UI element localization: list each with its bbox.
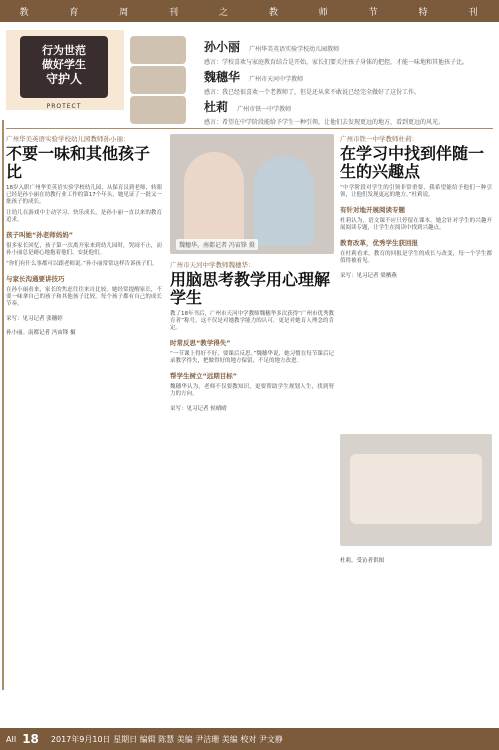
banner-char: 特 [418, 7, 430, 18]
section-title: 与家长沟通要讲技巧 [6, 275, 65, 283]
pill-tag: PROTECT [46, 103, 82, 110]
banner-char: 教 [268, 7, 280, 18]
article-column-3 [340, 134, 492, 682]
footer-meta: 2017年9月10日 星期日 编辑 陈慧 美编 尹洁珊 美编 校对 尹文静 [50, 734, 283, 744]
byline: 采写：见习记者 张穗婷 [6, 316, 63, 322]
avatar [130, 96, 186, 124]
page-number: 18 [22, 732, 39, 746]
section-title: 教育改革，优秀学生获回报 [340, 239, 418, 247]
article-paragraph: “一节课上得好不好，要课后反思。”魏穗华说，她习惯在每节课后记录教学得失，把做得好的地方保留，不足的地方改进。 [170, 351, 334, 364]
featured-person [204, 96, 494, 126]
photo-caption: 魏穗华。南都记者 冯宙锋 摄 [176, 239, 258, 250]
featured-person [204, 66, 494, 96]
pill-line-1: 行为世范 [42, 44, 86, 57]
class-photo [340, 434, 492, 546]
person-quote: 感言：学校喜欢与家庭教育结合是开始，家长们要关注孩子身体的把控，才能一味地和其他孩子比。 [204, 59, 469, 66]
header-banner [0, 0, 499, 22]
photo-caption: 杜莉。受访者供图 [340, 558, 385, 564]
featured-person [204, 36, 494, 66]
edition-label: AII [6, 734, 17, 744]
pill-line-3: 守护人 [45, 72, 82, 86]
article-subline: 广州市铁一中学教师杜莉： [340, 135, 418, 143]
article-paragraph: “中学阶段对学生的引领非常重要，我希望能给予他们一种引领，让他们发现更远的地方。”杜莉说。 [340, 185, 492, 198]
photo-caption: 孙小丽。南都记者 冯宙锋 摄 [6, 330, 76, 336]
person-name: 孙小丽 [204, 40, 241, 54]
person-role: 广州市铁一中学教师 [237, 106, 292, 113]
article-paragraph: 魏穗华认为，老师不仅要教知识，更要帮助学生规划人生，找到努力的方向。 [170, 384, 334, 397]
person-role: 广州市天河中学教师 [249, 76, 304, 83]
section-title: 孩子叫她“孙老师妈妈” [6, 231, 74, 239]
byline: 采写：见习记者 梁栖燕 [340, 273, 397, 279]
photo-figure [184, 152, 244, 244]
section-title: 帮学生树立“远期目标” [170, 372, 238, 380]
article-headline: 在学习中找到伴随一生的兴趣点 [340, 144, 485, 181]
article-paragraph: 让幼儿在游戏中主动学习、快乐成长，是孙小丽一直以来的教育追求。 [6, 210, 162, 223]
article-paragraph: 18岁入职广州华美英语实验学校幼儿园，从保育员到老师，转眼已经是孙小丽在幼教行业工作的第17个年头，她见证了一批又一批孩子的成长。 [6, 185, 162, 205]
section-divider [6, 128, 493, 129]
article-subline: 广州市天河中学教师魏穗华： [170, 261, 255, 269]
pill-line-2: 做好学生 [42, 58, 86, 71]
person-quote: 感言：我已经很喜欢一个老教师了，但是还从来不敢说已经完全做好了这份工作。 [204, 89, 421, 96]
person-name: 杜莉 [204, 100, 229, 114]
article-paragraph: “你们有什么事都可以跟老师说。”孙小丽常常这样告诉孩子们。 [6, 261, 158, 267]
banner-char: 刊 [169, 7, 181, 18]
person-quote: 感言：希望在中学阶段能给予学生一种引领，让他们去发现更远的地方，看到更远的风光。 [204, 119, 445, 126]
page-footer [0, 728, 499, 750]
section-title: 有针对地开展阅读专题 [340, 206, 405, 214]
article-paragraph: 教了18年书后，广州市天河中学教师魏穗华多次获得“广州市优秀教育者”称号，这不仅是对她教学能力的认可，更是对她育人理念的肯定。 [170, 311, 334, 331]
avatar [130, 66, 186, 94]
banner-char: 刊 [468, 7, 480, 18]
banner-char: 节 [368, 7, 380, 18]
feature-banner-area [6, 30, 124, 110]
article-subline: 广州华美英语实验学校幼儿园教师孙小丽： [6, 135, 130, 143]
photo-figure [350, 454, 482, 524]
byline: 采写：见习记者 侯晴晴 [170, 406, 227, 412]
section-title: 时常反思“教学得失” [170, 339, 231, 347]
article-headline: 不要一味和其他孩子比 [6, 144, 151, 181]
photo-figure [254, 156, 314, 246]
banner-char: 育 [69, 7, 81, 18]
article-paragraph: 杜莉认为，语文课不应只停留在课本，她会针对学生的兴趣开展阅读专题，让学生在阅读中找到兴趣点。 [340, 218, 492, 231]
person-name: 魏穗华 [204, 70, 241, 84]
banner-char: 师 [318, 7, 330, 18]
article-column-1 [6, 134, 162, 682]
article-paragraph: 在杜莉看来，教育的回报是学生的成长与改变，每一个学生都值得被看见。 [340, 251, 492, 264]
left-rule [2, 120, 4, 690]
banner-char: 之 [219, 7, 231, 18]
feature-pill [20, 36, 108, 110]
featured-people [126, 30, 492, 130]
banner-char: 教 [19, 7, 31, 18]
portrait-photo [170, 134, 334, 254]
banner-char: 周 [119, 7, 131, 18]
article-paragraph: 很多家长回忆，孩子第一次离开家来到幼儿园时，哭闹不止，而孙小丽总是耐心地抱着他们、安抚他们。 [6, 243, 162, 256]
avatar [130, 36, 186, 64]
person-role: 广州华美英语实验学校幼儿园教师 [249, 46, 340, 53]
article-column-2 [170, 134, 334, 682]
article-paragraph: 在孙小丽看来，家长的焦虑往往来自比较。她经常提醒家长，不要一味拿自己的孩子和其他孩子比较，每个孩子都有自己的成长节奏。 [6, 287, 162, 307]
article-headline: 用脑思考教学用心理解学生 [170, 270, 331, 307]
